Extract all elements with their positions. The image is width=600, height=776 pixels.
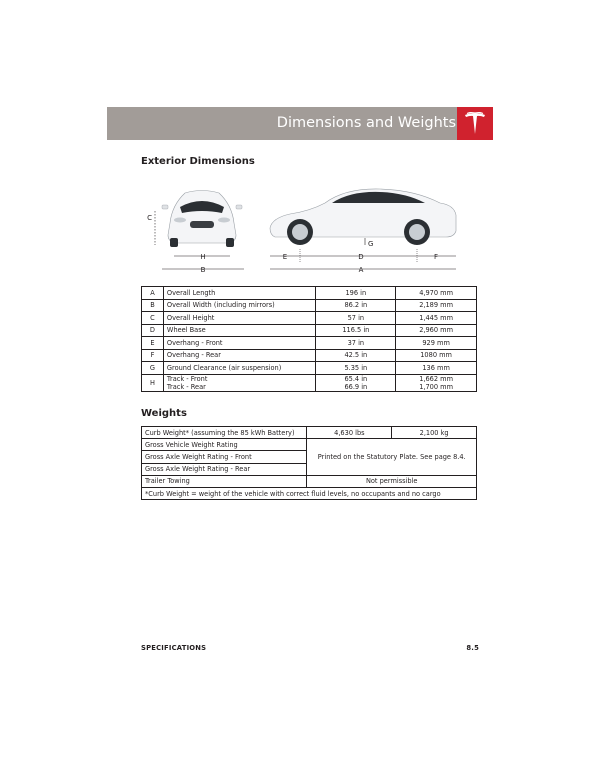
dim-imperial: 65.4 in 66.9 in (316, 374, 396, 391)
dim-code: H (142, 374, 164, 391)
dim-metric: 1080 mm (396, 349, 477, 362)
weights-heading: Weights (141, 408, 187, 419)
table-row (142, 439, 477, 451)
page-number: 8.5 (466, 644, 479, 652)
gawr-rear-label: Gross Axle Weight Rating - Rear (142, 463, 307, 475)
dim-code: E (142, 337, 164, 350)
dim-label-h: H (200, 253, 206, 261)
dim-label: Overhang - Front (163, 337, 316, 350)
table-row (142, 287, 477, 300)
dim-code: C (142, 312, 164, 325)
dim-metric: 136 mm (396, 362, 477, 375)
gvwr-label: Gross Vehicle Weight Rating (142, 439, 307, 451)
table-row (142, 312, 477, 325)
table-row (142, 374, 477, 391)
dim-metric: 4,970 mm (396, 287, 477, 300)
trailer-towing-value: Not permissible (307, 475, 477, 487)
tesla-t-logo-icon (464, 112, 486, 136)
dim-metric: 2,189 mm (396, 299, 477, 312)
footer-section: SPECIFICATIONS (141, 644, 207, 652)
dim-code: B (142, 299, 164, 312)
dim-metric: 1,662 mm 1,700 mm (396, 374, 477, 391)
table-row (142, 427, 477, 439)
dim-label-g: G (368, 240, 374, 248)
dim-label: Overall Width (including mirrors) (163, 299, 316, 312)
page-title: Dimensions and Weights (276, 115, 456, 131)
logo-box (457, 107, 493, 140)
dim-metric: 2,960 mm (396, 324, 477, 337)
curb-weight-footnote: *Curb Weight = weight of the vehicle with correct fluid levels, no occupants and no cargo (142, 487, 477, 499)
table-row (142, 299, 477, 312)
dim-code: F (142, 349, 164, 362)
dim-imperial: 57 in (316, 312, 396, 325)
dim-label: Overhang - Rear (163, 349, 316, 362)
dim-imperial: 116.5 in (316, 324, 396, 337)
dim-imperial: 5.35 in (316, 362, 396, 375)
dim-label: Wheel Base (163, 324, 316, 337)
gawr-front-label: Gross Axle Weight Rating - Front (142, 451, 307, 463)
dim-imperial: 86.2 in (316, 299, 396, 312)
dim-label-a: A (358, 266, 364, 274)
exterior-dimensions-heading: Exterior Dimensions (141, 156, 255, 167)
dim-code: G (142, 362, 164, 375)
dim-label-c: C (147, 214, 152, 222)
dim-label: Overall Height (163, 312, 316, 325)
table-row (142, 487, 477, 499)
statutory-plate-note: Printed on the Statutory Plate. See page 8.4. (307, 439, 477, 476)
table-row (142, 475, 477, 487)
dim-metric: 1,445 mm (396, 312, 477, 325)
curb-weight-kg: 2,100 kg (392, 427, 477, 439)
dim-label-f: F (433, 253, 439, 261)
table-row (142, 324, 477, 337)
dim-imperial: 37 in (316, 337, 396, 350)
dim-imperial: 196 in (316, 287, 396, 300)
dim-label-b: B (200, 266, 206, 274)
car-side-view (270, 189, 456, 245)
car-front-view (162, 191, 242, 248)
table-row (142, 337, 477, 350)
dim-label: Overall Length (163, 287, 316, 300)
dim-code: A (142, 287, 164, 300)
dim-label: Track - Front Track - Rear (163, 374, 316, 391)
car-dimensions-diagram (140, 183, 480, 277)
table-row (142, 362, 477, 375)
dim-metric: 929 mm (396, 337, 477, 350)
exterior-dimensions-table (141, 286, 477, 392)
dim-label-e: E (282, 253, 288, 261)
curb-weight-label: Curb Weight* (assuming the 85 kWh Battery) (142, 427, 307, 439)
dim-label: Ground Clearance (air suspension) (163, 362, 316, 375)
dim-code: D (142, 324, 164, 337)
header-bar (107, 107, 493, 140)
trailer-towing-label: Trailer Towing (142, 475, 307, 487)
weights-table (141, 426, 477, 500)
dim-imperial: 42.5 in (316, 349, 396, 362)
curb-weight-lbs: 4,630 lbs (307, 427, 392, 439)
dim-label-d: D (358, 253, 364, 261)
table-row (142, 349, 477, 362)
